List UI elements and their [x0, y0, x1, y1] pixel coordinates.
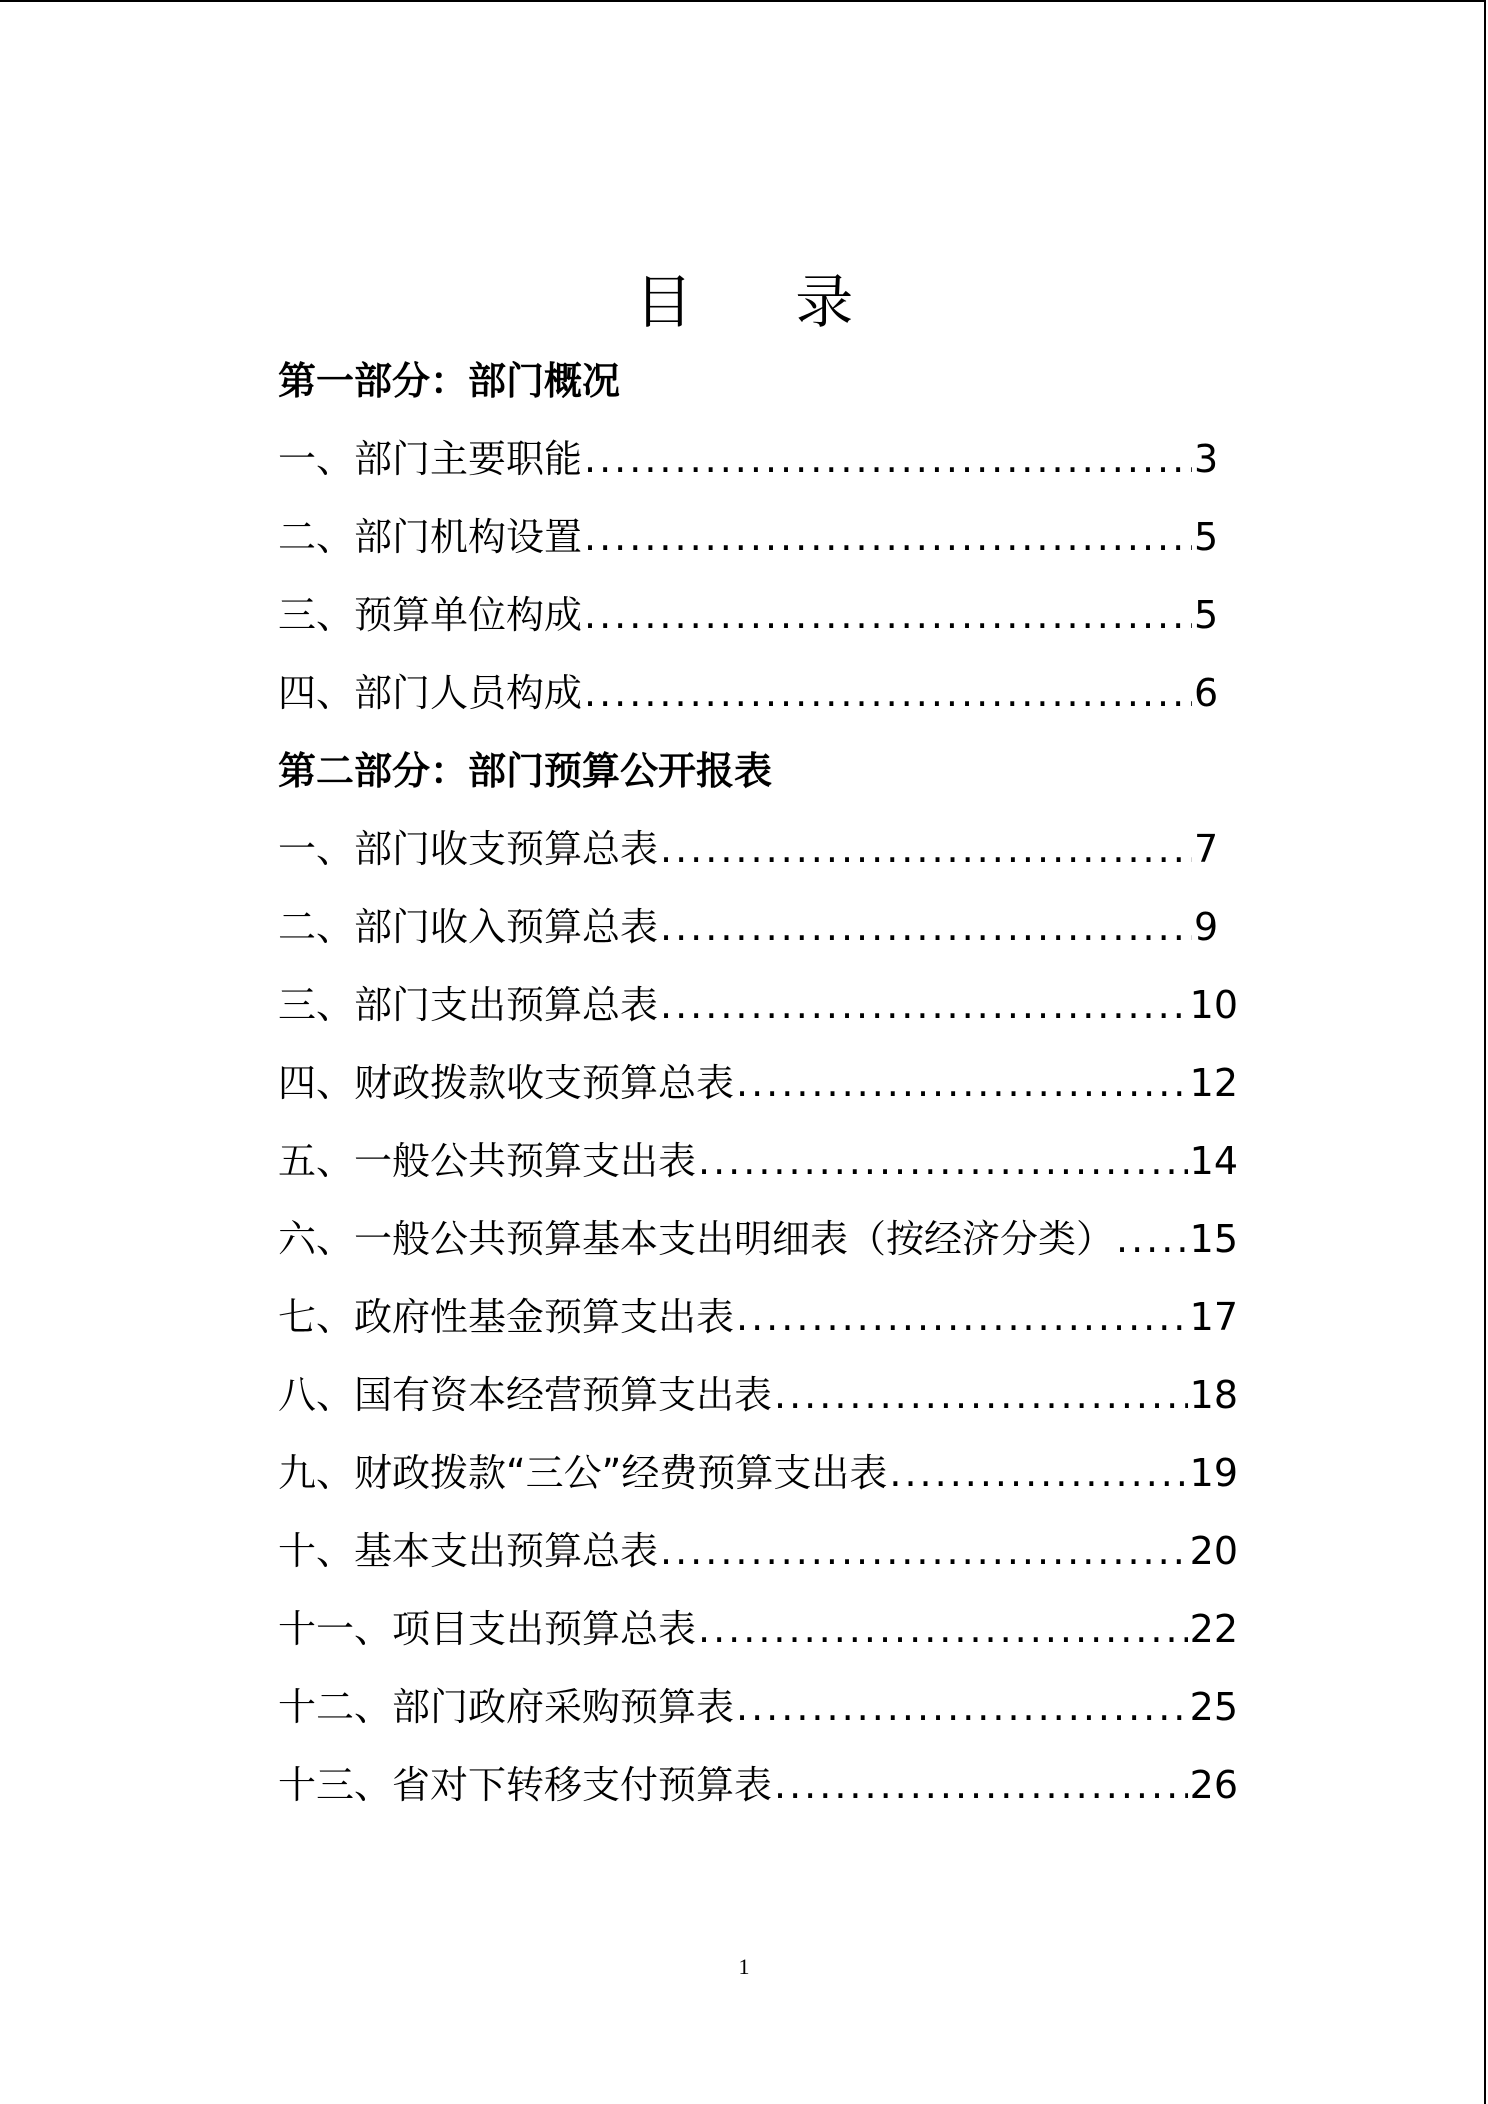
toc-entry-label: 二、部门收入预算总表 [278, 905, 659, 949]
toc-entry-table-8[interactable] [278, 1356, 1238, 1434]
toc-entry-page: 15 [1189, 1217, 1238, 1261]
toc-entry-page: 25 [1189, 1685, 1238, 1729]
toc-entry-label: 十、基本支出预算总表 [278, 1529, 659, 1573]
dot-leader [660, 888, 1192, 966]
dot-leader [698, 1590, 1188, 1668]
toc-entry-page: 17 [1189, 1295, 1238, 1339]
dot-leader [774, 1746, 1188, 1824]
toc-entry-page: 3 [1194, 437, 1219, 481]
toc-entry-label: 一、部门主要职能 [278, 437, 583, 481]
dot-leader [584, 576, 1192, 654]
toc-entry-label: 五、一般公共预算支出表 [278, 1139, 697, 1183]
toc-entry-table-9[interactable] [278, 1434, 1238, 1512]
dot-leader [1116, 1200, 1188, 1278]
toc-entry-page: 9 [1194, 905, 1219, 949]
toc-entry-table-1[interactable] [278, 810, 1238, 888]
toc-entry-label: 一、部门收支预算总表 [278, 827, 659, 871]
section-heading-part-one: 第一部分：部门概况 [278, 359, 621, 403]
dot-leader [736, 1278, 1188, 1356]
toc-entry-table-5[interactable] [278, 1122, 1238, 1200]
toc-entry-page: 7 [1194, 827, 1219, 871]
toc-entry-staff-composition[interactable] [278, 654, 1238, 732]
toc-entry-page: 5 [1194, 515, 1219, 559]
toc-entry-label: 十一、项目支出预算总表 [278, 1607, 697, 1651]
toc-list [278, 342, 1238, 1824]
dot-leader [698, 1122, 1188, 1200]
dot-leader [889, 1434, 1187, 1512]
dot-leader [584, 420, 1192, 498]
page-number: 1 [738, 1954, 750, 1979]
section-heading-part-two: 第二部分：部门预算公开报表 [278, 749, 773, 793]
toc-entry-page: 26 [1189, 1763, 1238, 1807]
toc-entry-table-6[interactable] [278, 1200, 1238, 1278]
toc-entry-label: 七、政府性基金预算支出表 [278, 1295, 735, 1339]
dot-leader [660, 966, 1188, 1044]
toc-entry-table-7[interactable] [278, 1278, 1238, 1356]
dot-leader [584, 654, 1192, 732]
toc-entry-table-2[interactable] [278, 888, 1238, 966]
toc-entry-table-10[interactable] [278, 1512, 1238, 1590]
toc-entry-page: 22 [1189, 1607, 1238, 1651]
toc-entry-page: 10 [1189, 983, 1238, 1027]
toc-entry-table-4[interactable] [278, 1044, 1238, 1122]
toc-entry-budget-units[interactable] [278, 576, 1238, 654]
dot-leader [584, 498, 1192, 576]
toc-title: 目 录 [634, 268, 896, 336]
toc-entry-main-functions[interactable] [278, 420, 1238, 498]
toc-entry-org-structure[interactable] [278, 498, 1238, 576]
dot-leader [736, 1668, 1188, 1746]
toc-entry-page: 20 [1189, 1529, 1238, 1573]
toc-entry-table-3[interactable] [278, 966, 1238, 1044]
toc-entry-page: 12 [1189, 1061, 1238, 1105]
toc-entry-label: 二、部门机构设置 [278, 515, 583, 559]
toc-entry-label: 四、部门人员构成 [278, 671, 583, 715]
toc-entry-label: 三、预算单位构成 [278, 593, 583, 637]
toc-entry-table-13[interactable] [278, 1746, 1238, 1824]
toc-entry-label: 十三、省对下转移支付预算表 [278, 1763, 773, 1807]
toc-entry-label: 十二、部门政府采购预算表 [278, 1685, 735, 1729]
dot-leader [660, 810, 1192, 888]
toc-entry-page: 18 [1189, 1373, 1238, 1417]
toc-entry-page: 14 [1189, 1139, 1238, 1183]
toc-entry-table-12[interactable] [278, 1668, 1238, 1746]
dot-leader [736, 1044, 1188, 1122]
toc-entry-page: 5 [1194, 593, 1219, 637]
toc-entry-label: 三、部门支出预算总表 [278, 983, 659, 1027]
toc-entry-page: 19 [1189, 1451, 1238, 1495]
dot-leader [660, 1512, 1188, 1590]
toc-entry-label: 九、财政拨款“三公”经费预算支出表 [278, 1451, 888, 1495]
toc-entry-label: 八、国有资本经营预算支出表 [278, 1373, 773, 1417]
dot-leader [774, 1356, 1188, 1434]
toc-entry-label: 四、财政拨款收支预算总表 [278, 1061, 735, 1105]
toc-entry-table-11[interactable] [278, 1590, 1238, 1668]
toc-entry-page: 6 [1194, 671, 1219, 715]
toc-entry-label: 六、一般公共预算基本支出明细表（按经济分类） [278, 1217, 1115, 1261]
